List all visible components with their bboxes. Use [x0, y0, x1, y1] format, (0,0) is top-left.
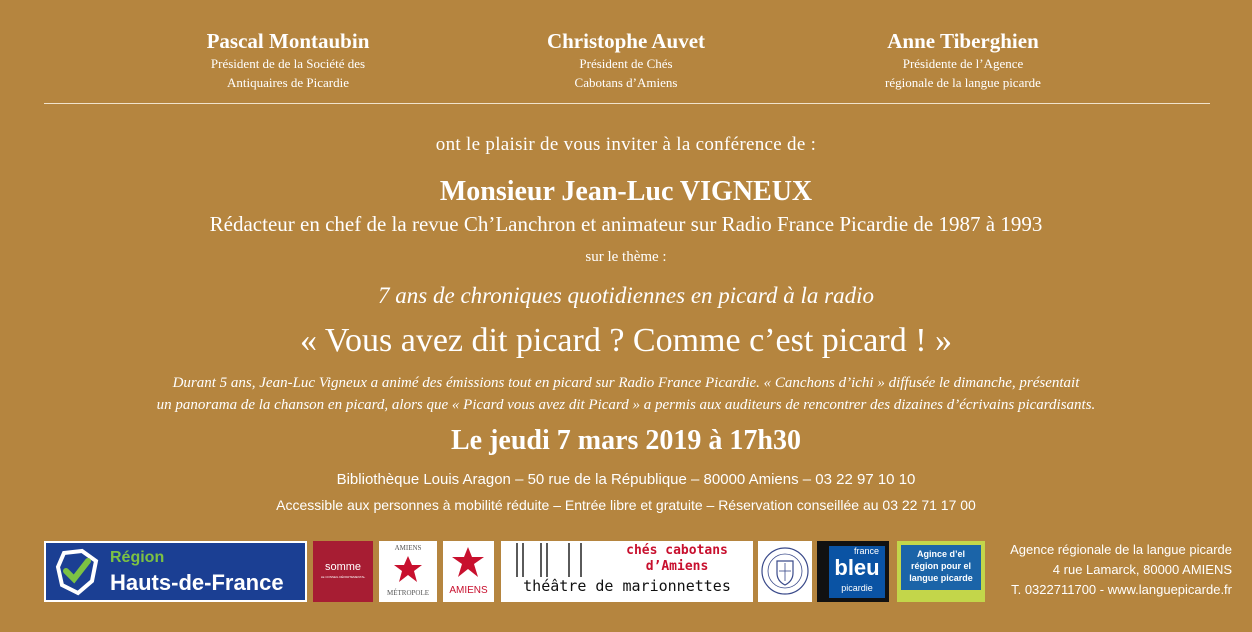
cabotans-name: chés cabotans	[626, 543, 728, 558]
description-line: Durant 5 ans, Jean-Luc Vigneux a animé des émissions tout en picard sur Radio France Picardie. « Canchons d’ichi » diffusée le dimanche, présentait	[172, 375, 1080, 391]
theme-intro: sur le thème :	[585, 249, 667, 265]
host-tiberghien	[838, 28, 1088, 92]
bleu-name: bleu	[834, 555, 880, 580]
host-name: Christophe Auvet	[546, 29, 706, 53]
agency-name: Agence régionale de la langue picarde	[1010, 542, 1232, 557]
puppet-strings-icon	[509, 543, 599, 579]
agence-text: langue picarde	[909, 573, 973, 583]
somme-logo[interactable]	[313, 541, 373, 602]
amiens-emblem-icon	[451, 546, 485, 578]
host-name: Pascal Montaubin	[206, 29, 370, 53]
ches-cabotans-logo[interactable]	[501, 541, 753, 602]
venue-line: Bibliothèque Louis Aragon – 50 rue de la République – 80000 Amiens – 03 22 97 10 10	[336, 471, 916, 488]
france-bleu-picardie-logo[interactable]	[817, 541, 889, 602]
host-role: Antiquaires de Picardie	[226, 75, 349, 90]
agency-address: 4 rue Lamarck, 80000 AMIENS	[1052, 562, 1232, 577]
invitation-text: ont le plaisir de vous inviter à la conférence de :	[435, 134, 817, 155]
host-montaubin	[168, 28, 408, 92]
event-date: Le jeudi 7 mars 2019 à 17h30	[451, 425, 801, 456]
host-role: Président de Chés	[579, 56, 673, 71]
speaker-title: Rédacteur en chef de la revue Ch’Lanchron et animateur sur Radio France Picardie de 1987 à 1993	[209, 212, 1043, 236]
agence-badge	[901, 545, 981, 590]
agence-text: Agince d’el	[916, 549, 965, 559]
amiens-metropole-top: AMIENS	[394, 544, 422, 552]
region-name: Hauts-de-France	[110, 570, 284, 595]
seal-icon	[760, 545, 810, 597]
amiens-logo[interactable]	[443, 541, 494, 602]
host-role: régionale de la langue picarde	[885, 75, 1041, 90]
amiens-label: AMIENS	[449, 585, 488, 596]
description-line: un panorama de la chanson en picard, alors que « Picard vous avez dit Picard » a permis aux auditeurs de rencontrer des dizaines d’écrivains picardisants.	[156, 397, 1096, 413]
header-divider	[44, 103, 1210, 104]
host-role: Cabotans d’Amiens	[574, 75, 678, 90]
agency-website[interactable]: T. 0322711700 - www.languepicarde.fr	[1011, 582, 1232, 597]
somme-name: somme	[324, 561, 362, 573]
host-name: Anne Tiberghien	[887, 29, 1039, 53]
access-line: Accessible aux personnes à mobilité réduite – Entrée libre et gratuite – Réservation conseillée au 03 22 71 17 00	[276, 497, 976, 513]
somme-subtitle: LE CONSEIL DÉPARTEMENTAL	[320, 575, 366, 579]
description	[0, 372, 1252, 416]
amiens-metropole-logo[interactable]	[379, 541, 437, 602]
conference-title: « Vous avez dit picard ? Comme c’est picard ! »	[299, 322, 953, 359]
cabotans-subtitle: théâtre de marionnettes	[523, 577, 731, 595]
antiquaires-seal-logo[interactable]	[758, 541, 812, 602]
bleu-brand: france	[853, 546, 879, 556]
region-label: Région	[110, 549, 165, 566]
hosts-header	[0, 28, 1252, 98]
speaker-name: Monsieur Jean-Luc VIGNEUX	[439, 176, 813, 207]
host-role: Présidente de l’Agence	[902, 56, 1024, 71]
conference-subtitle: 7 ans de chroniques quotidiennes en picard à la radio	[378, 283, 874, 308]
map-check-icon	[52, 547, 102, 597]
amiens-metropole-bottom: MÉTROPOLE	[387, 589, 429, 597]
bleu-region: picardie	[841, 583, 873, 593]
agence-text: région pour el	[910, 561, 971, 571]
cabotans-city: d’Amiens	[645, 559, 709, 574]
region-hauts-de-france-logo[interactable]	[44, 541, 307, 602]
agency-contact	[1010, 540, 1232, 600]
host-role: Président de de la Société des	[210, 56, 366, 71]
agence-langue-picarde-logo[interactable]	[897, 541, 985, 602]
host-auvet	[506, 28, 746, 92]
amiens-emblem-icon	[393, 555, 423, 583]
